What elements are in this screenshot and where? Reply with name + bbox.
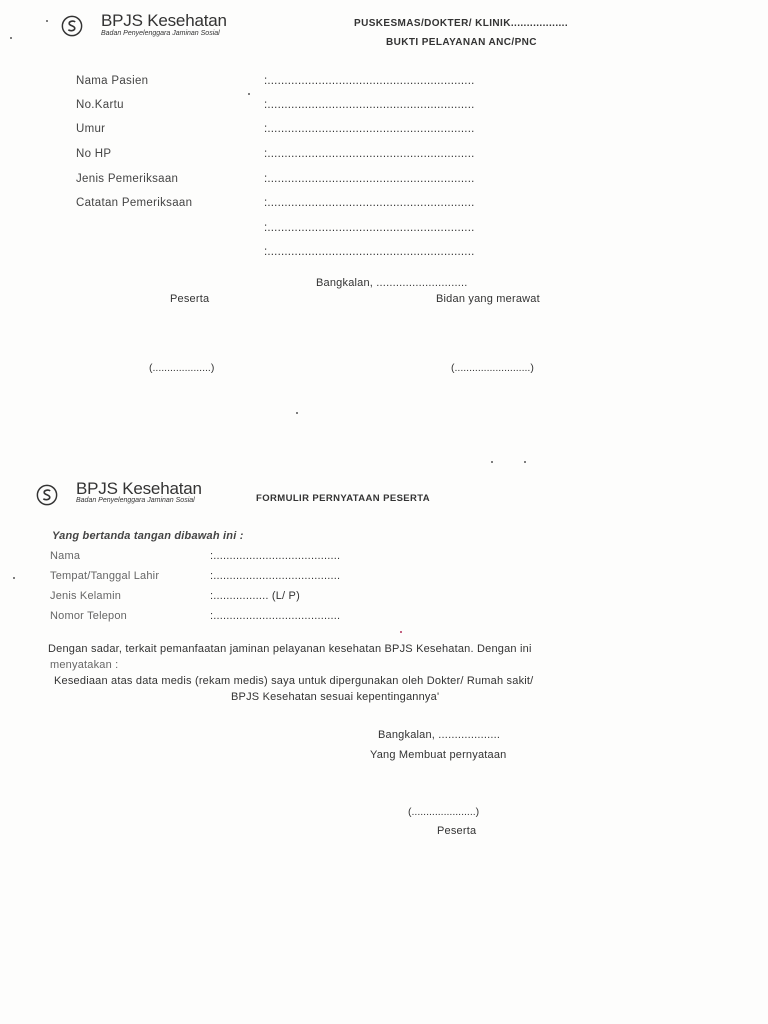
scan-speck	[13, 577, 15, 579]
statement-line: BPJS Kesehatan sesuai kepentingannya'	[231, 691, 440, 703]
scan-speck	[248, 93, 250, 95]
field-label: No HP	[76, 148, 112, 160]
logo-title: BPJS Kesehatan	[101, 11, 227, 30]
field-label: Tempat/Tanggal Lahir	[50, 570, 160, 582]
field-value: :.............................................................	[264, 148, 475, 160]
field-value: :.............................................................	[264, 99, 475, 111]
place-date: Bangkalan, ............................	[316, 277, 468, 289]
field-value: :.......................................	[210, 610, 341, 622]
scan-speck	[524, 461, 526, 463]
scan-speck	[491, 461, 493, 463]
statement-line: Kesediaan atas data medis (rekam medis) saya untuk dipergunakan oleh Dokter/ Rumah sakit/	[54, 675, 534, 687]
scan-speck	[10, 37, 12, 39]
intro-text: Yang bertanda tangan dibawah ini :	[52, 530, 244, 542]
field-value: :.............................................................	[264, 123, 475, 135]
field-value: :.............................................................	[264, 222, 475, 234]
field-value: :................. (L/ P)	[210, 590, 300, 602]
field-value: :.............................................................	[264, 197, 475, 209]
field-label: Umur	[76, 123, 106, 135]
statement-line: Dengan sadar, terkait pemanfaatan jaminan pelayanan kesehatan BPJS Kesehatan. Dengan ini	[48, 643, 532, 655]
field-value: :.............................................................	[264, 75, 475, 87]
signature: (......................)	[408, 806, 480, 818]
logo-title: BPJS Kesehatan	[76, 479, 202, 498]
logo-subtitle: Badan Penyelenggara Jaminan Sosial	[76, 497, 195, 504]
field-value: :.............................................................	[264, 246, 475, 258]
logo-subtitle: Badan Penyelenggara Jaminan Sosial	[101, 30, 220, 37]
maker-label: Yang Membuat pernyataan	[370, 749, 507, 761]
bpjs-logo-icon	[61, 15, 83, 37]
field-label: Catatan Pemeriksaan	[76, 197, 193, 209]
bpjs-logo-icon	[36, 484, 58, 506]
signer-left-label: Peserta	[170, 293, 210, 305]
signature-right: (..........................)	[451, 362, 534, 374]
field-label: Jenis Kelamin	[50, 590, 122, 602]
place-date: Bangkalan, ...................	[378, 729, 501, 741]
field-label: Nomor Telepon	[50, 610, 127, 622]
scan-speck	[46, 20, 48, 22]
scan-speck	[296, 412, 298, 414]
form-title: FORMULIR PERNYATAAN PESERTA	[256, 493, 431, 504]
statement-line: menyatakan :	[50, 659, 119, 671]
header-title: BUKTI PELAYANAN ANC/PNC	[386, 37, 537, 48]
field-label: Jenis Pemeriksaan	[76, 173, 179, 185]
field-label: Nama	[50, 550, 81, 562]
header-facility: PUSKESMAS/DOKTER/ KLINIK..................	[354, 18, 569, 29]
signer-label: Peserta	[437, 825, 477, 837]
scan-speck	[400, 631, 402, 633]
field-value: :.......................................	[210, 570, 341, 582]
field-value: :.............................................................	[264, 173, 475, 185]
signature-left: (....................)	[149, 362, 215, 374]
field-label: Nama Pasien	[76, 75, 149, 87]
field-value: :.......................................	[210, 550, 341, 562]
field-label: No.Kartu	[76, 99, 124, 111]
signer-right-label: Bidan yang merawat	[436, 293, 540, 305]
